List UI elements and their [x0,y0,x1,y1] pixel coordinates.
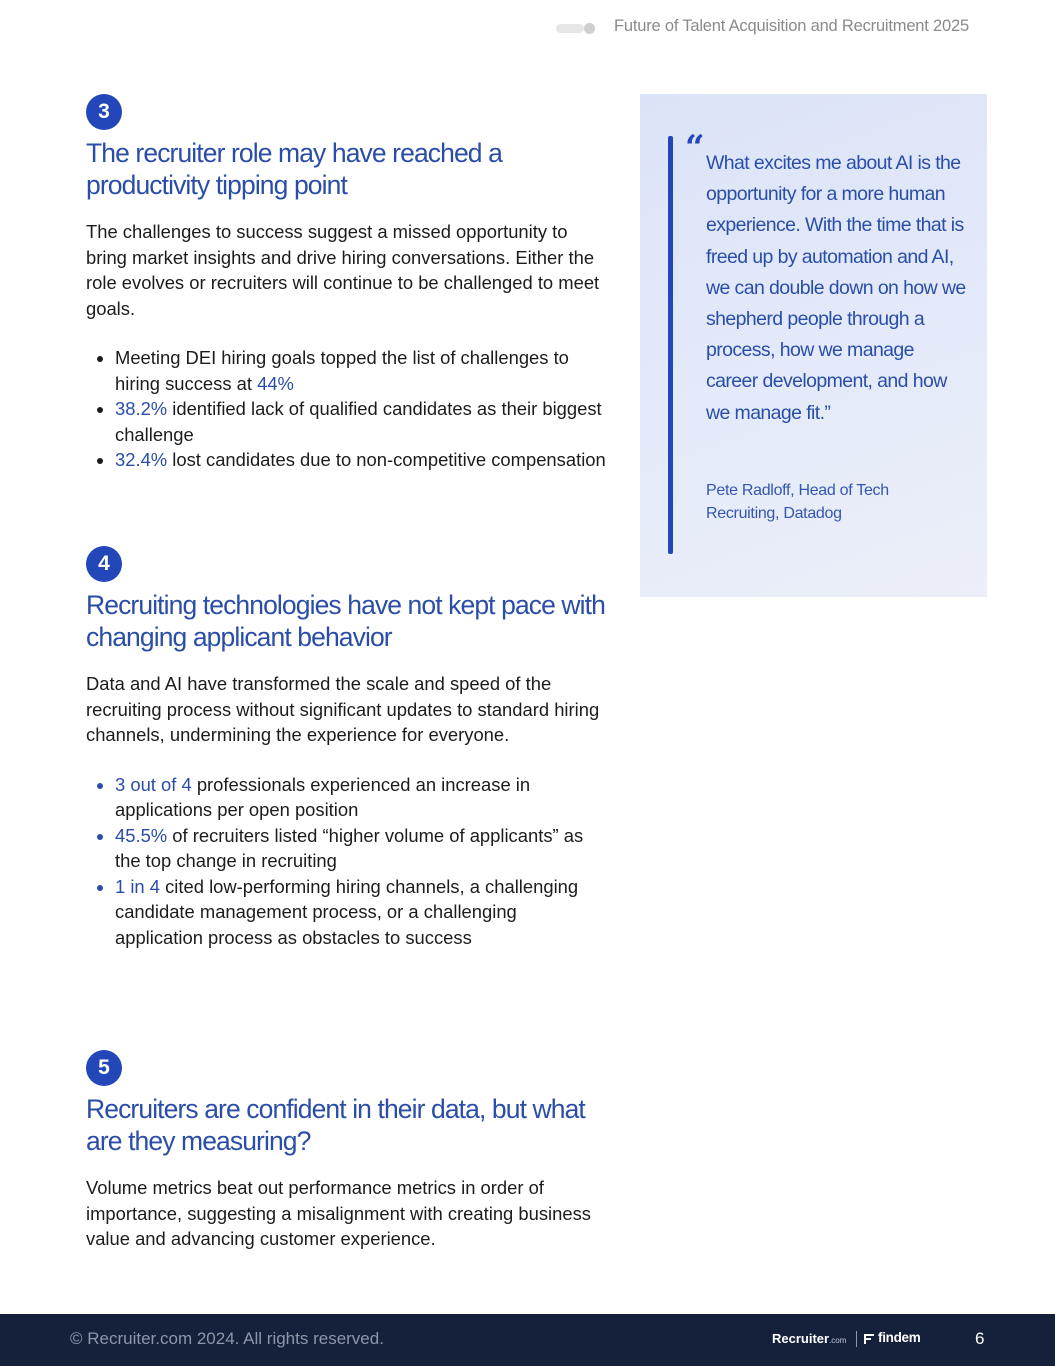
stat-highlight: 45.5% [115,824,168,846]
bullet-list [86,772,606,951]
quote-text: What excites me about AI is the opportunity for a more human experience. With the time that is freed up by automation and AI, we can double down on how we shepherd people through a process, how we manage career development, and how we manage fit.” [706,152,966,424]
bullet-item: Meeting DEI hiring goals topped the list of challenges to hiring success at 44% [86,345,606,396]
document-title: Future of Talent Acquisition and Recruitment 2025 [614,17,969,35]
bullet-item: 45.5% of recruiters listed “higher volume of applicants” as the top change in recruiting [86,823,606,874]
logo-divider [856,1331,857,1347]
bullet-item: 3 out of 4 professionals experienced an increase in applications per open position [86,772,606,823]
page-number: 6 [975,1329,985,1348]
section-body: The challenges to success suggest a missed opportunity to bring market insights and drive hiring conversations. Either the role evolves or recruiters will continue to be challenged to meet goals. [86,221,600,319]
stat-highlight: 32.4% [115,449,168,470]
pull-quote-card [640,94,987,597]
recruiter-logo: Recruiter.com [772,1331,847,1346]
section-heading: Recruiters are confident in their data, but what are they measuring? [86,1094,585,1156]
page-header [0,14,1055,42]
section-number-badge: 5 [86,1050,122,1086]
section-5 [86,1050,606,1252]
section-3 [86,94,606,473]
copyright-text: © Recruiter.com 2024. All rights reserved. [70,1329,384,1348]
section-4 [86,546,606,950]
stat-highlight: 1 in 4 [115,875,160,897]
stat-highlight: 3 out of 4 [115,773,192,795]
findem-mark-icon [864,1332,875,1344]
bullet-item: 1 in 4 cited low-performing hiring channels, a challenging candidate management process, or a challenging application process as obstacles to success [86,874,606,951]
bullet-item: 32.4% lost candidates due to non-competitive compensation [86,447,606,473]
bullet-list [86,345,606,473]
section-heading: Recruiting technologies have not kept pace with changing applicant behavior [86,590,605,652]
quote-accent-bar [668,136,673,554]
section-body: Volume metrics beat out performance metrics in order of importance, suggesting a misalignment with creating business value and advancing customer experience. [86,1177,591,1249]
section-number-badge: 4 [86,546,122,582]
section-heading: The recruiter role may have reached a productivity tipping point [86,138,502,200]
header-decoration-icon [556,22,598,34]
quote-attribution: Pete Radloff, Head of Tech Recruiting, Datadog [706,482,889,522]
section-number-badge: 3 [86,94,122,130]
bullet-item: 38.2% identified lack of qualified candidates as their biggest challenge [86,396,606,447]
stat-highlight: 38.2% [115,398,168,419]
quote-mark-icon: “ [685,128,705,168]
findem-logo: findem [864,1330,920,1345]
section-body: Data and AI have transformed the scale and speed of the recruiting process without significant updates to standard hiring channels, undermining the experience for everyone. [86,673,600,745]
page-footer [0,1314,1055,1366]
stat-highlight: 44% [257,372,294,394]
